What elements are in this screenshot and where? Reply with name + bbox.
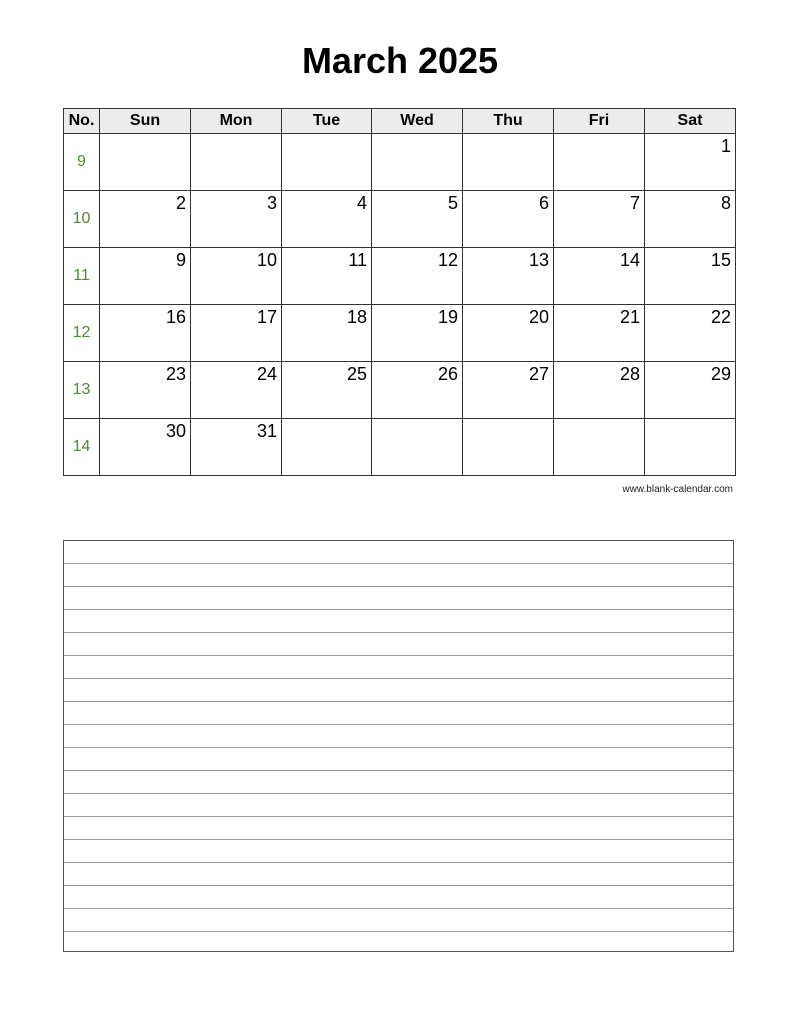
day-number: 1 [720,136,731,156]
day-cell [645,419,736,476]
header-mon: Mon [191,109,282,134]
day-number [191,134,281,136]
day-cell [554,419,645,476]
day-cell [191,419,282,476]
header-wed: Wed [372,109,463,134]
week-number: 13 [64,362,100,419]
note-line [64,679,733,702]
day-cell [463,419,554,476]
calendar-title: March 2025 [301,40,499,81]
day-number: 17 [256,307,277,327]
day-number: 4 [356,193,367,213]
note-line [64,541,733,564]
note-line [64,817,733,840]
day-cell [191,305,282,362]
day-number: 20 [528,307,549,327]
header-sat: Sat [645,109,736,134]
day-cell [645,134,736,191]
day-number: 9 [175,250,186,270]
day-cell [100,305,191,362]
day-number [554,134,644,136]
day-number: 22 [710,307,731,327]
header-fri: Fri [554,109,645,134]
note-line [64,932,733,955]
day-cell [372,362,463,419]
week-number: 9 [64,134,100,191]
day-number: 3 [266,193,277,213]
day-number: 26 [437,364,458,384]
day-cell [645,191,736,248]
day-number [463,419,553,421]
day-cell [100,419,191,476]
note-line [64,587,733,610]
note-line [64,725,733,748]
day-number: 2 [175,193,186,213]
day-number: 6 [538,193,549,213]
day-cell [554,362,645,419]
day-number: 18 [346,307,367,327]
note-line [64,909,733,932]
day-cell [282,191,372,248]
day-number: 13 [528,250,549,270]
day-cell [282,305,372,362]
day-number: 27 [528,364,549,384]
notes-area [63,540,734,952]
day-cell [554,248,645,305]
day-number: 30 [165,421,186,441]
note-line [64,771,733,794]
note-line [64,840,733,863]
week-row [64,419,736,476]
day-number: 14 [619,250,640,270]
week-row [64,305,736,362]
day-number: 12 [437,250,458,270]
week-number: 12 [64,305,100,362]
day-cell [100,248,191,305]
day-number: 11 [348,250,367,270]
week-number: 11 [64,248,100,305]
header-row [64,109,736,134]
week-number: 10 [64,191,100,248]
header-sun: Sun [100,109,191,134]
day-cell [463,134,554,191]
day-cell [645,248,736,305]
header-tue: Tue [282,109,372,134]
day-cell [645,362,736,419]
day-cell [100,191,191,248]
day-cell [100,134,191,191]
day-cell [191,134,282,191]
day-cell [372,419,463,476]
note-line [64,863,733,886]
day-cell [282,362,372,419]
note-line [64,610,733,633]
day-number [554,419,644,421]
week-row [64,134,736,191]
day-cell [554,134,645,191]
note-line [64,702,733,725]
day-number: 10 [256,250,277,270]
day-number [372,134,462,136]
day-number: 29 [710,364,731,384]
website-credit: www.blank-calendar.com [622,484,733,495]
day-number [282,134,371,136]
day-cell [463,248,554,305]
day-cell [282,419,372,476]
day-cell [463,305,554,362]
calendar-grid [63,108,736,476]
note-line [64,656,733,679]
day-number: 24 [256,364,277,384]
day-number: 7 [629,193,640,213]
day-cell [191,362,282,419]
week-row [64,191,736,248]
day-number: 15 [710,250,731,270]
day-number [100,134,190,136]
header-week-number: No. [64,109,100,134]
day-number [463,134,553,136]
note-line [64,633,733,656]
note-line [64,886,733,909]
day-cell [372,191,463,248]
day-number: 8 [720,193,731,213]
day-number [282,419,371,421]
day-cell [282,134,372,191]
day-cell [463,191,554,248]
day-cell [191,191,282,248]
day-number: 16 [165,307,186,327]
note-line [64,748,733,771]
header-thu: Thu [463,109,554,134]
week-number: 14 [64,419,100,476]
day-cell [100,362,191,419]
note-line [64,794,733,817]
day-number: 31 [256,421,277,441]
day-cell [463,362,554,419]
day-number: 28 [619,364,640,384]
day-number [372,419,462,421]
week-row [64,362,736,419]
day-number [645,419,735,421]
day-cell [191,248,282,305]
day-cell [372,248,463,305]
day-number: 25 [346,364,367,384]
day-cell [282,248,372,305]
note-line [64,564,733,587]
day-cell [645,305,736,362]
day-number: 23 [165,364,186,384]
day-cell [372,134,463,191]
week-row [64,248,736,305]
day-cell [554,305,645,362]
day-number: 5 [447,193,458,213]
day-cell [554,191,645,248]
day-cell [372,305,463,362]
day-number: 21 [619,307,640,327]
day-number: 19 [437,307,458,327]
